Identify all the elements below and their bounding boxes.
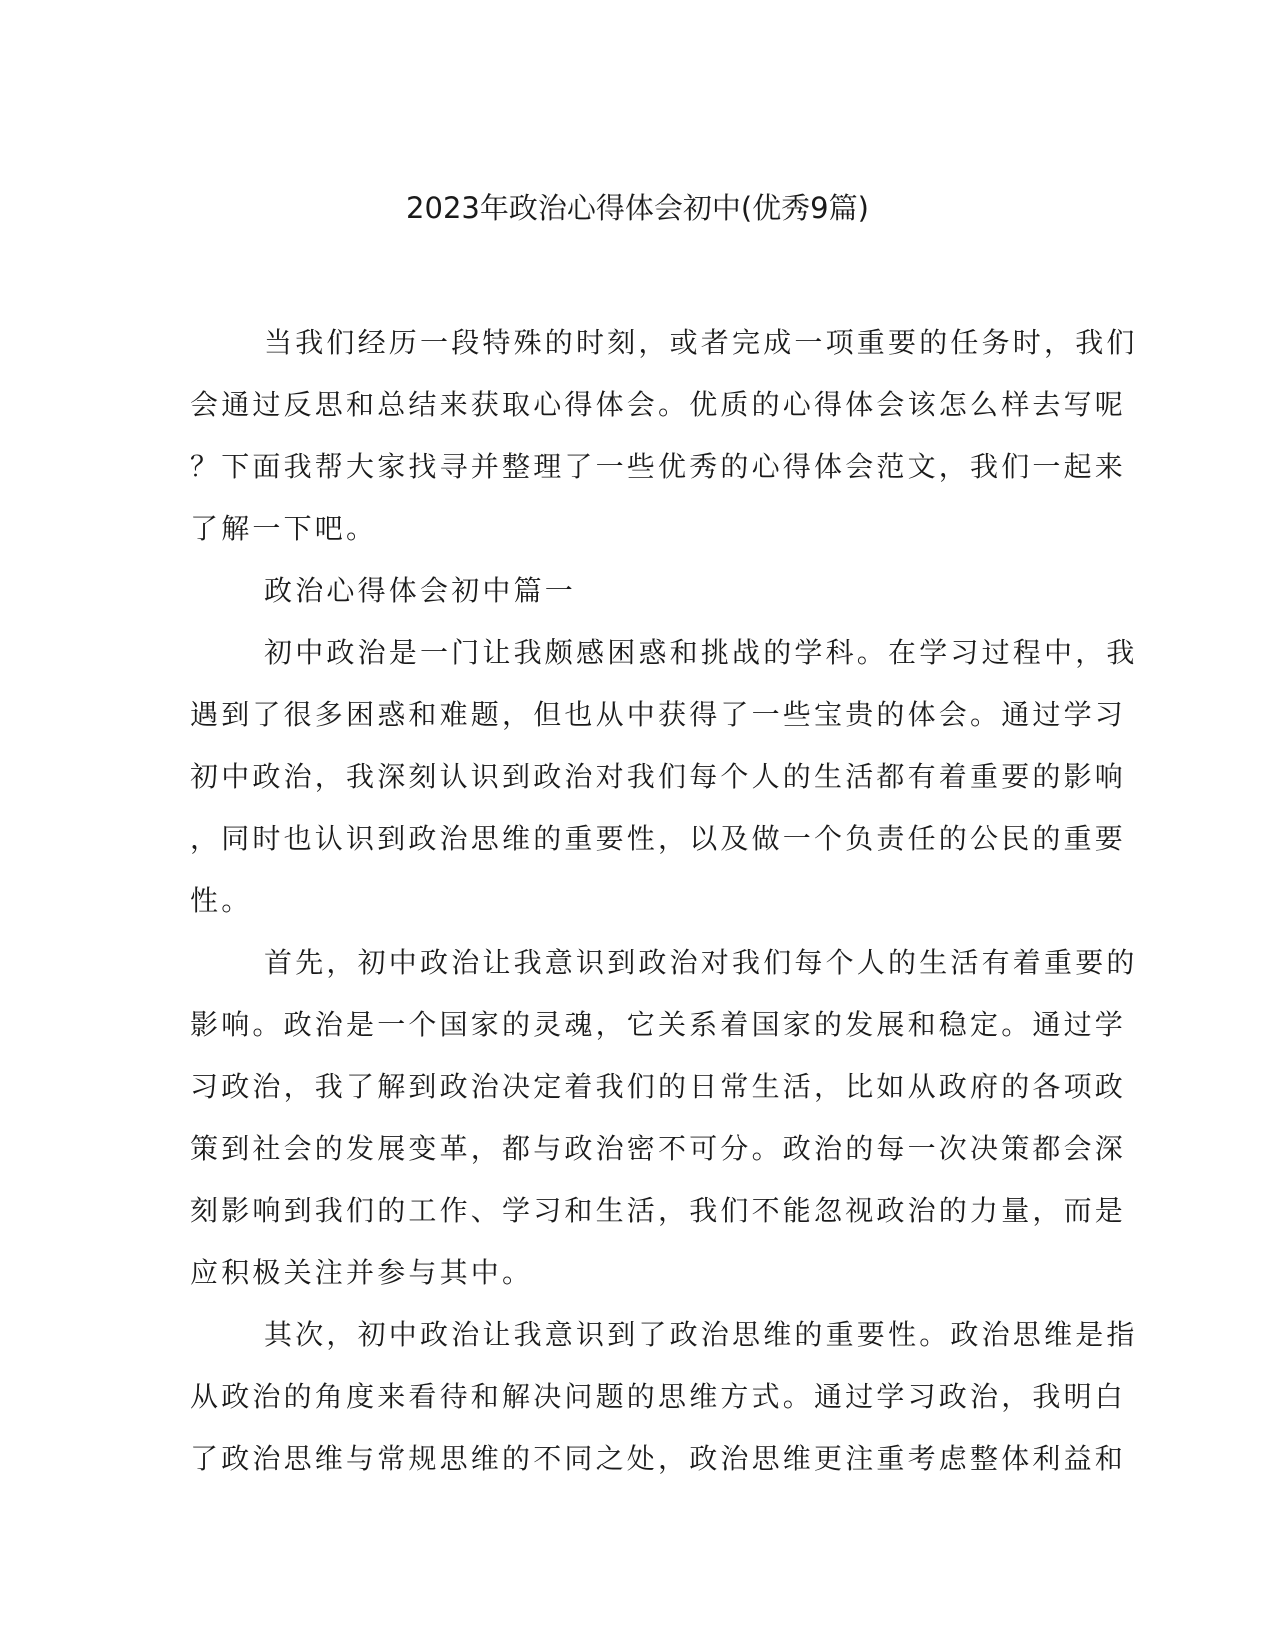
paragraph-line: 刻影响到我们的工作、学习和生活，我们不能忽视政治的力量，而是 [190, 1194, 1127, 1227]
paragraph-line: 了解一下吧。 [190, 512, 378, 545]
paragraph-line: 初中政治是一门让我颇感困惑和挑战的学科。在学习过程中，我 [264, 636, 1138, 669]
paragraph-line: 习政治，我了解到政治决定着我们的日常生活，比如从政府的各项政 [190, 1070, 1127, 1103]
paragraph-line: 当我们经历一段特殊的时刻，或者完成一项重要的任务时，我们 [264, 326, 1138, 359]
paragraph-line: 性。 [190, 884, 253, 917]
section-heading: 政治心得体会初中篇一 [264, 574, 577, 607]
paragraph-line: 其次，初中政治让我意识到了政治思维的重要性。政治思维是指 [264, 1318, 1138, 1351]
paragraph-line: 了政治思维与常规思维的不同之处，政治思维更注重考虑整体利益和 [190, 1442, 1127, 1475]
paragraph-line: ？下面我帮大家找寻并整理了一些优秀的心得体会范文，我们一起来 [190, 450, 1127, 483]
document-title: 2023年政治心得体会初中(优秀9篇) [406, 191, 869, 225]
paragraph-line: 策到社会的发展变革，都与政治密不可分。政治的每一次决策都会深 [190, 1132, 1127, 1165]
paragraph-line: 应积极关注并参与其中。 [190, 1256, 534, 1289]
paragraph-line: 初中政治，我深刻认识到政治对我们每个人的生活都有着重要的影响 [190, 760, 1127, 793]
paragraph-line: 遇到了很多困惑和难题，但也从中获得了一些宝贵的体会。通过学习 [190, 698, 1127, 731]
document-body [190, 325, 1138, 1503]
paragraph-line: 从政治的角度来看待和解决问题的思维方式。通过学习政治，我明白 [190, 1380, 1127, 1413]
paragraph-line: ，同时也认识到政治思维的重要性，以及做一个负责任的公民的重要 [190, 822, 1127, 855]
paragraph-line: 首先，初中政治让我意识到政治对我们每个人的生活有着重要的 [264, 946, 1138, 979]
paragraph-line: 会通过反思和总结来获取心得体会。优质的心得体会该怎么样去写呢 [190, 388, 1127, 421]
paragraph-line: 影响。政治是一个国家的灵魂，它关系着国家的发展和稳定。通过学 [190, 1008, 1127, 1041]
